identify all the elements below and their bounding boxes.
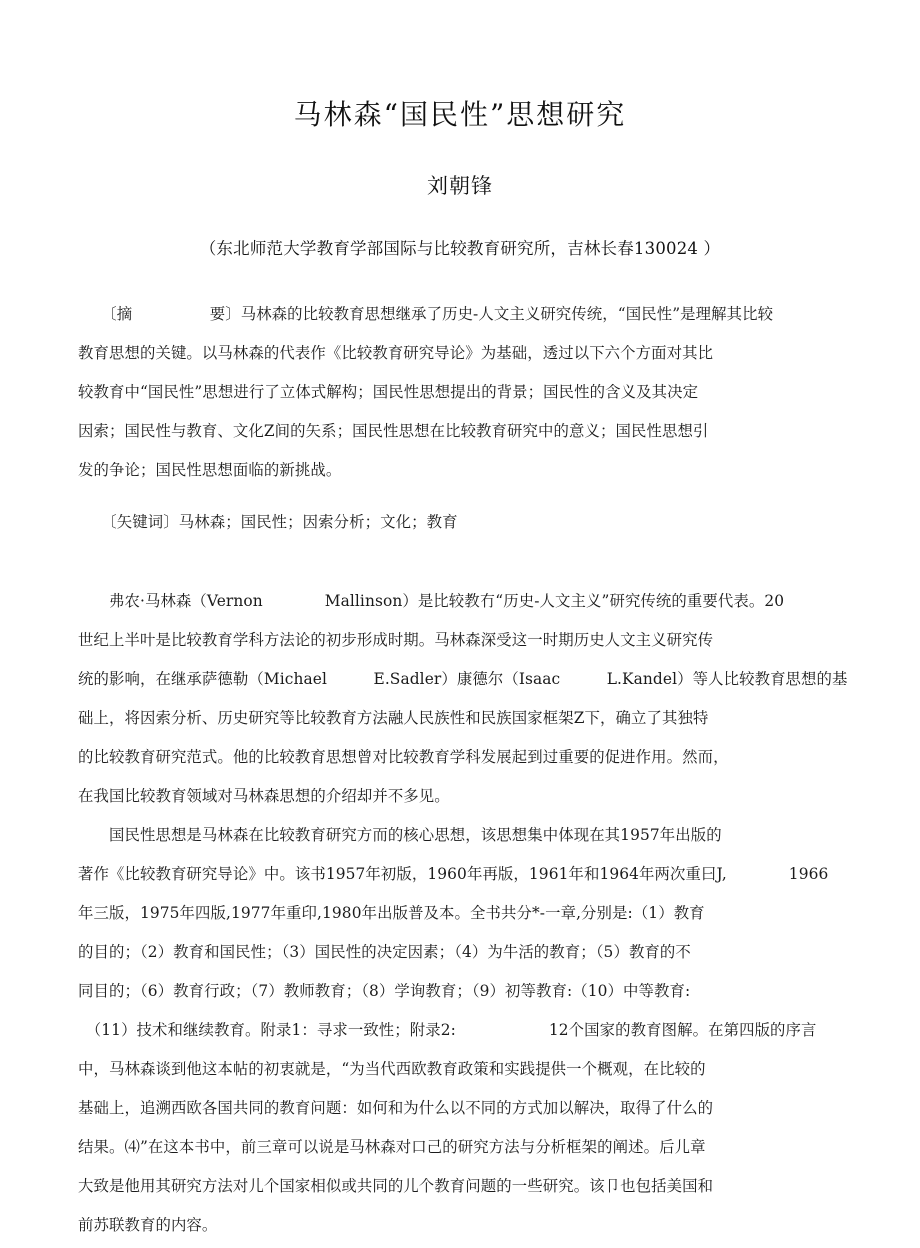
abstract-line: 较教育中“国民性”思想进行了立体式解构；国民性思想提出的背景；国民性的含义及其决定 xyxy=(78,382,699,401)
author-affiliation: （东北师范大学教育学部国际与比较教育研究所，吉林长春130024 ） xyxy=(199,238,721,258)
paragraph-line: 同目的；（6）教育行政；（7）教师教育；（8）学询教育；（9）初等教育:（10）中等教育: xyxy=(78,981,691,1000)
paragraph-line: 著作《比较教育研究导论》中。该书1957年初版，1960年再版，1961年和1964年两次重曰J, 1966 xyxy=(78,864,829,883)
abstract-line: 〔摘 要〕马林森的比较教育思想继承了历史-人文主义研究传统，“国民性”是理解其比较 xyxy=(78,304,774,323)
paragraph-line: 在我国比较教育领域对马林森思想的介绍却并不多见。 xyxy=(78,786,450,805)
author-name: 刘朝锋 xyxy=(427,173,493,198)
paragraph-line: 础上，将因索分析、历史研究等比较教育方法融人民族性和民族国家框架Z下，确立了其独特 xyxy=(78,708,709,727)
paragraph-line: 基础上，追溯西欧各国共同的教育问题：如何和为什么以不同的方式加以解决，取得了什么的 xyxy=(78,1098,714,1117)
abstract-line: 因索；国民性与教育、文化Z间的矢系；国民性思想在比较教育研究中的意义；国民性思想引 xyxy=(78,421,709,440)
paragraph-line: 结果。⑷”在这本书中，前三章可以说是马林森对口己的研究方法与分析框架的阐述。后儿章 xyxy=(78,1137,706,1156)
paragraph-line: 世纪上半叶是比较教育学科方法论的初步形成时期。马林森深受这一时期历史人文主义研究传 xyxy=(78,630,714,649)
document-body xyxy=(0,259,920,1245)
abstract-line: 教育思想的关键。以马林森的代表作《比较教育研究导论》为基础，透过以下六个方面对其比 xyxy=(78,343,714,362)
paragraph-line: 国民性思想是马林森在比较教育研究方而的核心思想，该思想集中体现在其1957年出版的 xyxy=(78,825,722,844)
abstract-section xyxy=(78,259,842,490)
paragraph-line: 年三版，1975年四版,1977年重印,1980年出版普及本。全书共分*-一章,分别是:（1）教育 xyxy=(78,903,705,922)
keywords-line: 〔矢键词〕马林森；国民性；因索分析；文化；教育 xyxy=(78,512,458,531)
body-paragraph-2 xyxy=(78,816,842,1245)
paragraph-line: （11）技术和继续教育。附录1：寻求一致性；附录2: 12个国家的教育图解。在第四版的序言 xyxy=(78,1020,817,1039)
keywords-section xyxy=(78,490,842,542)
paragraph-line: 统的影响，在继承萨德勒（Michael E.Sadler）康德尔（Isaac L.Kandel）等人比较教育思想的基 xyxy=(78,669,848,688)
paragraph-line: 大致是他用其研究方法对儿个国家相似或共同的儿个教育问题的一些研究。该卩也包括美国和 xyxy=(78,1176,714,1195)
section-spacer xyxy=(78,542,842,582)
paragraph-line: 弗农·马林森（Vernon Mallinson）是比较教冇“历史-人文主义”研究传统的重要代表。20 xyxy=(78,591,785,610)
body-paragraph-1 xyxy=(78,582,848,816)
paragraph-line: 前苏联教育的内容。 xyxy=(78,1215,218,1234)
paragraph-line: 中，马林森谈到他这本帖的初衷就是，“为当代西欧教育政策和实践提供一个概观，在比较的 xyxy=(78,1059,706,1078)
abstract-line: 发的争论；国民性思想面临的新挑战。 xyxy=(78,460,342,479)
page-title: 马林森“国民性”思想研究 xyxy=(293,98,627,131)
paragraph-line: 的比较教育研究范式。他的比较教育思想曾对比较教育学科发展起到过重要的促进作用。然而， xyxy=(78,747,729,766)
paragraph-line: 的目的；（2）教育和国民性；（3）国民性的决定因素；（4）为牛活的教育；（5）教育的不 xyxy=(78,942,691,961)
